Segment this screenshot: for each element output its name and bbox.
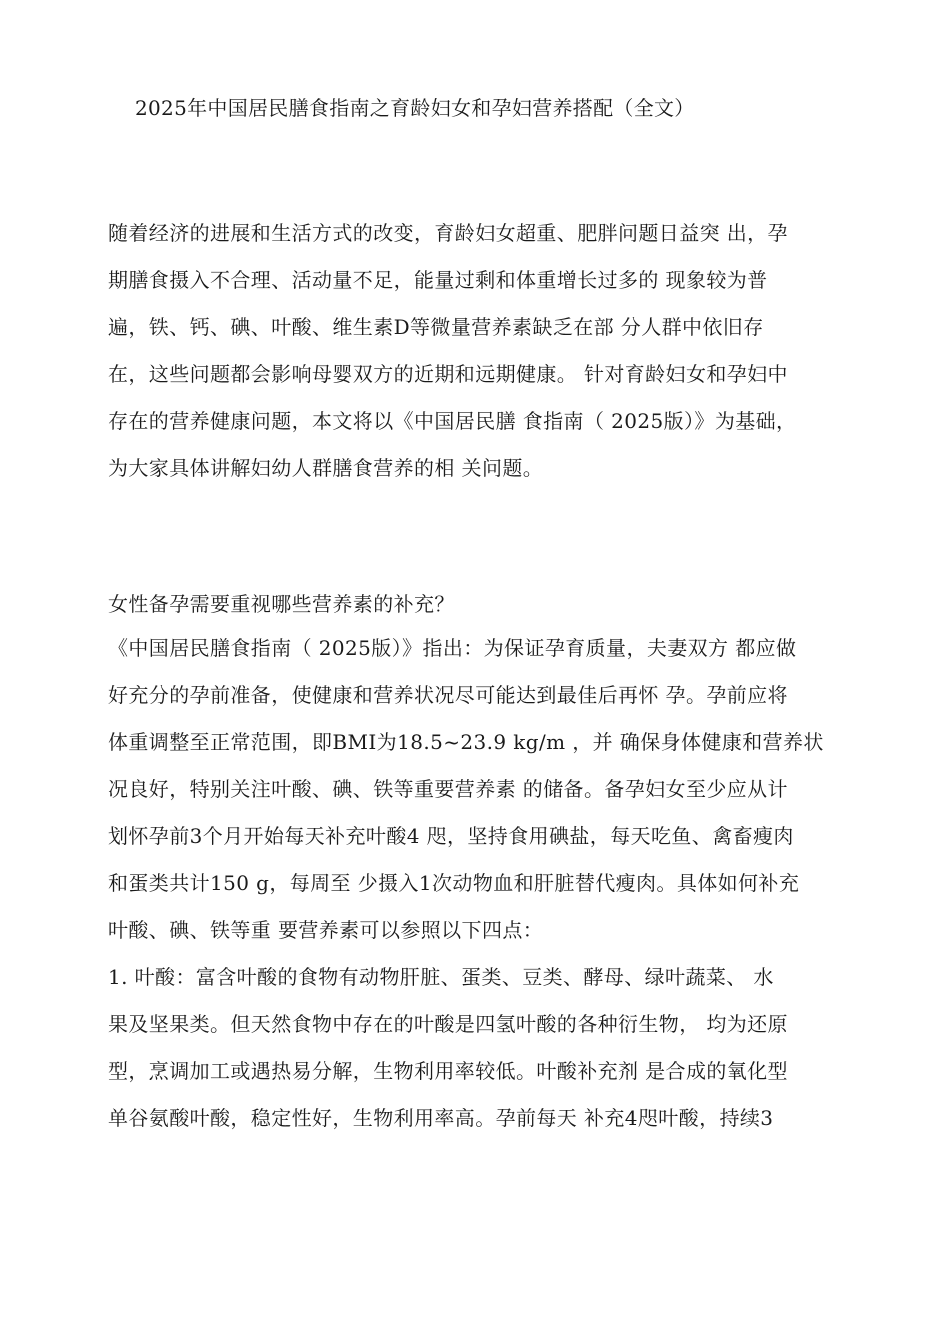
document-title: 2025年中国居民膳食指南之育龄妇女和孕妇营养搭配（全文）: [135, 96, 695, 120]
text-line: 划怀孕前3个月开始每天补充叶酸4 咫，坚持食用碘盐，每天吃鱼、禽畜瘦肉: [108, 824, 794, 848]
text-line: 期膳食摄入不合理、活动量不足，能量过剩和体重增长过多的 现象较为普: [108, 268, 768, 292]
text-line: 《中国居民膳食指南（ 2025版）》指出：为保证孕育质量，夫妻双方 都应做: [108, 636, 797, 660]
text-line: 随着经济的进展和生活方式的改变，育龄妇女超重、肥胖问题日益突 出，孕: [108, 221, 788, 245]
text-line: 果及坚果类。但天然食物中存在的叶酸是四氢叶酸的各种衍生物， 均为还原: [108, 1012, 788, 1036]
intro-paragraph: [108, 210, 878, 492]
text-line: 为大家具体讲解妇幼人群膳食营养的相 关问题。: [108, 456, 544, 480]
text-line: 单谷氨酸叶酸，稳定性好，生物利用率高。孕前每天 补充4咫叶酸，持续3: [108, 1106, 774, 1130]
text-line: 在，这些问题都会影响母婴双方的近期和远期健康。 针对育龄妇女和孕妇中: [108, 362, 788, 386]
prepregnancy-section: [108, 583, 878, 1142]
text-line: 体重调整至正常范围，即BMI为18.5~23.9 kg/m ，并 确保身体健康和营养状: [108, 730, 824, 754]
section-heading: 女性备孕需要重视哪些营养素的补充？: [108, 592, 455, 616]
text-line: 好充分的孕前准备，使健康和营养状况尽可能达到最佳后再怀 孕。孕前应将: [108, 683, 788, 707]
text-line: 型，烹调加工或遇热易分解，生物利用率较低。叶酸补充剂 是合成的氧化型: [108, 1059, 788, 1083]
text-line: 遍，铁、钙、碘、叶酸、维生素D等微量营养素缺乏在部 分人群中依旧存: [108, 315, 764, 339]
text-line: 和蛋类共计150 g，每周至 少摄入1次动物血和肝脏替代瘦肉。具体如何补充: [108, 871, 800, 895]
text-line: 叶酸、碘、铁等重 要营养素可以参照以下四点：: [108, 918, 544, 942]
text-line: 况良好，特别关注叶酸、碘、铁等重要营养素 的储备。备孕妇女至少应从计: [108, 777, 788, 801]
text-line: 存在的营养健康问题，本文将以《中国居民膳 食指南（ 2025版）》为基础，: [108, 409, 797, 433]
folic-acid-item: 1. 叶酸：富含叶酸的食物有动物肝脏、蛋类、豆类、酵母、绿叶蔬菜、 水: [108, 965, 774, 989]
